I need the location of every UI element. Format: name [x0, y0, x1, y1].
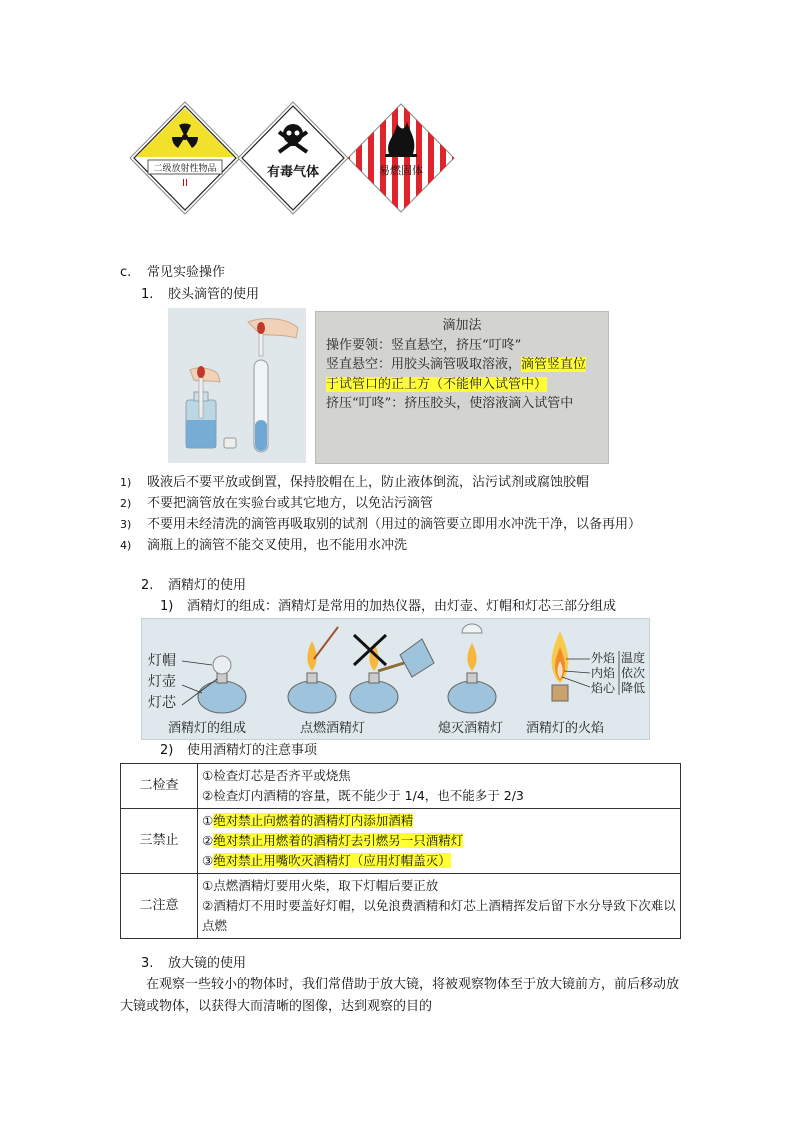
dropper-box-line2b: 滴管竖直位于试管口的正上方（不能伸入试管中）: [326, 357, 587, 392]
lamp-heading-num: 2.: [141, 578, 154, 593]
lamp-caption: 酒精灯的火焰: [526, 721, 605, 736]
table-line: [202, 831, 676, 851]
table-line-prefix: ①: [202, 813, 214, 828]
temp-label: 温度: [621, 651, 646, 665]
radioactive-label: 二级放射性物品: [153, 164, 217, 174]
lamp-sub2: 使用酒精灯的注意事项: [187, 743, 318, 758]
table-line-prefix: ②: [202, 833, 214, 848]
table-content: [198, 874, 681, 939]
lamp-part-label: 灯芯: [148, 695, 176, 711]
dropper-item-text: 吸液后不要平放或倒置，保持胶帽在上，防止液体倒流，沾污试剂或腐蚀胶帽: [147, 475, 590, 490]
dropper-box-line1: 操作要领：竖直悬空，挤压“叮咚”: [326, 337, 522, 353]
table-line-prefix: ③: [202, 853, 214, 868]
table-row: [121, 874, 681, 939]
table-row: [121, 764, 681, 809]
lamp-figure: [141, 618, 650, 740]
lamp-sub1-num: 1): [160, 599, 174, 614]
table-line-text: 绝对禁止用燃着的酒精灯去引燃另一只酒精灯: [213, 833, 464, 848]
lamp-caption: 熄灭酒精灯: [438, 721, 504, 736]
dropper-item-text: 不要用未经清洗的滴管再吸取别的试剂（用过的滴管要立即用水冲洗干净，以备再用）: [147, 517, 642, 532]
table-content: [198, 809, 681, 874]
table-line: ②检查灯内酒精的容量，既不能少于 1/4，也不能多于 2/3: [202, 788, 524, 803]
dropper-illustration: [168, 308, 306, 463]
lamp-caption: 酒精灯的组成: [168, 721, 247, 736]
table-line: ②酒精灯不用时要盖好灯帽，以免浪费酒精和灯芯上酒精挥发后留下水分导致下次难以点燃: [202, 898, 676, 933]
radioactive-sign: [130, 102, 240, 214]
flame-label: 外焰: [591, 651, 616, 665]
lamp-sub2-num: 2): [160, 743, 174, 758]
flammable-solid-label: 易燃固体: [379, 164, 423, 177]
dropper-item-num: 3): [120, 518, 132, 531]
magnifier-paragraph: 在观察一些较小的物体时，我们常借助于放大镜，将被观察物体至于放大镜前方，前后移动放大镜或物体，以获得大而清晰的图像，达到观察的目的: [120, 977, 680, 1014]
hazard-signs: [128, 100, 458, 218]
lamp-part-label: 灯壶: [148, 674, 176, 690]
dropper-item-text: 滴瓶上的滴管不能交叉使用，也不能用水冲洗: [147, 538, 408, 553]
dropper-heading: 胶头滴管的使用: [168, 287, 260, 302]
dropper-heading-num: 1.: [141, 287, 154, 302]
lamp-sub1: 酒精灯的组成：酒精灯是常用的加热仪器，由灯壶、灯帽和灯芯三部分组成: [187, 599, 617, 614]
dropper-box-line2a: 竖直悬空：用胶头滴管吸取溶液，: [326, 357, 522, 372]
dropper-item-num: 4): [120, 539, 132, 552]
lamp-notes-table: [120, 763, 681, 939]
table-category: 二检查: [121, 764, 198, 809]
dropper-box-title: 滴加法: [442, 318, 482, 333]
table-line-text: 绝对禁止向燃着的酒精灯内添加酒精: [213, 813, 414, 828]
magnifier-heading: 放大镜的使用: [168, 956, 247, 971]
flammable-solid-sign: [344, 100, 458, 218]
section-c-title: 常见实验操作: [147, 265, 226, 280]
dropper-method-box: [315, 311, 609, 464]
lamp-extinguish: [448, 624, 496, 713]
table-line: ①检查灯芯是否齐平或烧焦: [202, 768, 351, 783]
lamp-composition: [182, 656, 246, 713]
table-category: 二注意: [121, 874, 198, 939]
flame-label: 焰心: [591, 681, 616, 695]
section-c-marker: c.: [120, 265, 132, 280]
toxic-gas-sign: [238, 102, 348, 214]
dropper-item-text: 不要把滴管放在实验台或其它地方，以免沾污滴管: [147, 496, 434, 511]
table-content: [198, 764, 681, 809]
lamp-wrong-lighting: [350, 635, 434, 713]
table-row: [121, 809, 681, 874]
radioactive-sub: II: [182, 178, 188, 189]
dropper-item-num: 2): [120, 497, 132, 510]
dropper-box-line2: [326, 355, 599, 394]
toxic-gas-label: 有毒气体: [266, 165, 320, 180]
lamp-caption: 点燃酒精灯: [300, 721, 366, 736]
table-line-text: 绝对禁止用嘴吹灭酒精灯（应用灯帽盖灭）: [213, 853, 451, 868]
flame-label: 内焰: [591, 666, 616, 680]
temp-label: 降低: [621, 681, 646, 695]
dropper-box-line3: 挤压“叮咚”：挤压胶头，使溶液滴入试管中: [326, 396, 574, 411]
magnifier-heading-num: 3.: [141, 956, 154, 971]
lamp-part-label: 灯帽: [148, 653, 176, 669]
dropper-item-num: 1): [120, 476, 132, 489]
table-line: [202, 851, 676, 871]
table-line: [202, 811, 676, 831]
temp-label: 依次: [621, 666, 646, 680]
lamp-lighting: [288, 627, 338, 713]
table-category: 三禁止: [121, 809, 198, 874]
table-line: ①点燃酒精灯要用火柴，取下灯帽后要正放: [202, 878, 439, 893]
lamp-heading: 酒精灯的使用: [168, 578, 247, 593]
